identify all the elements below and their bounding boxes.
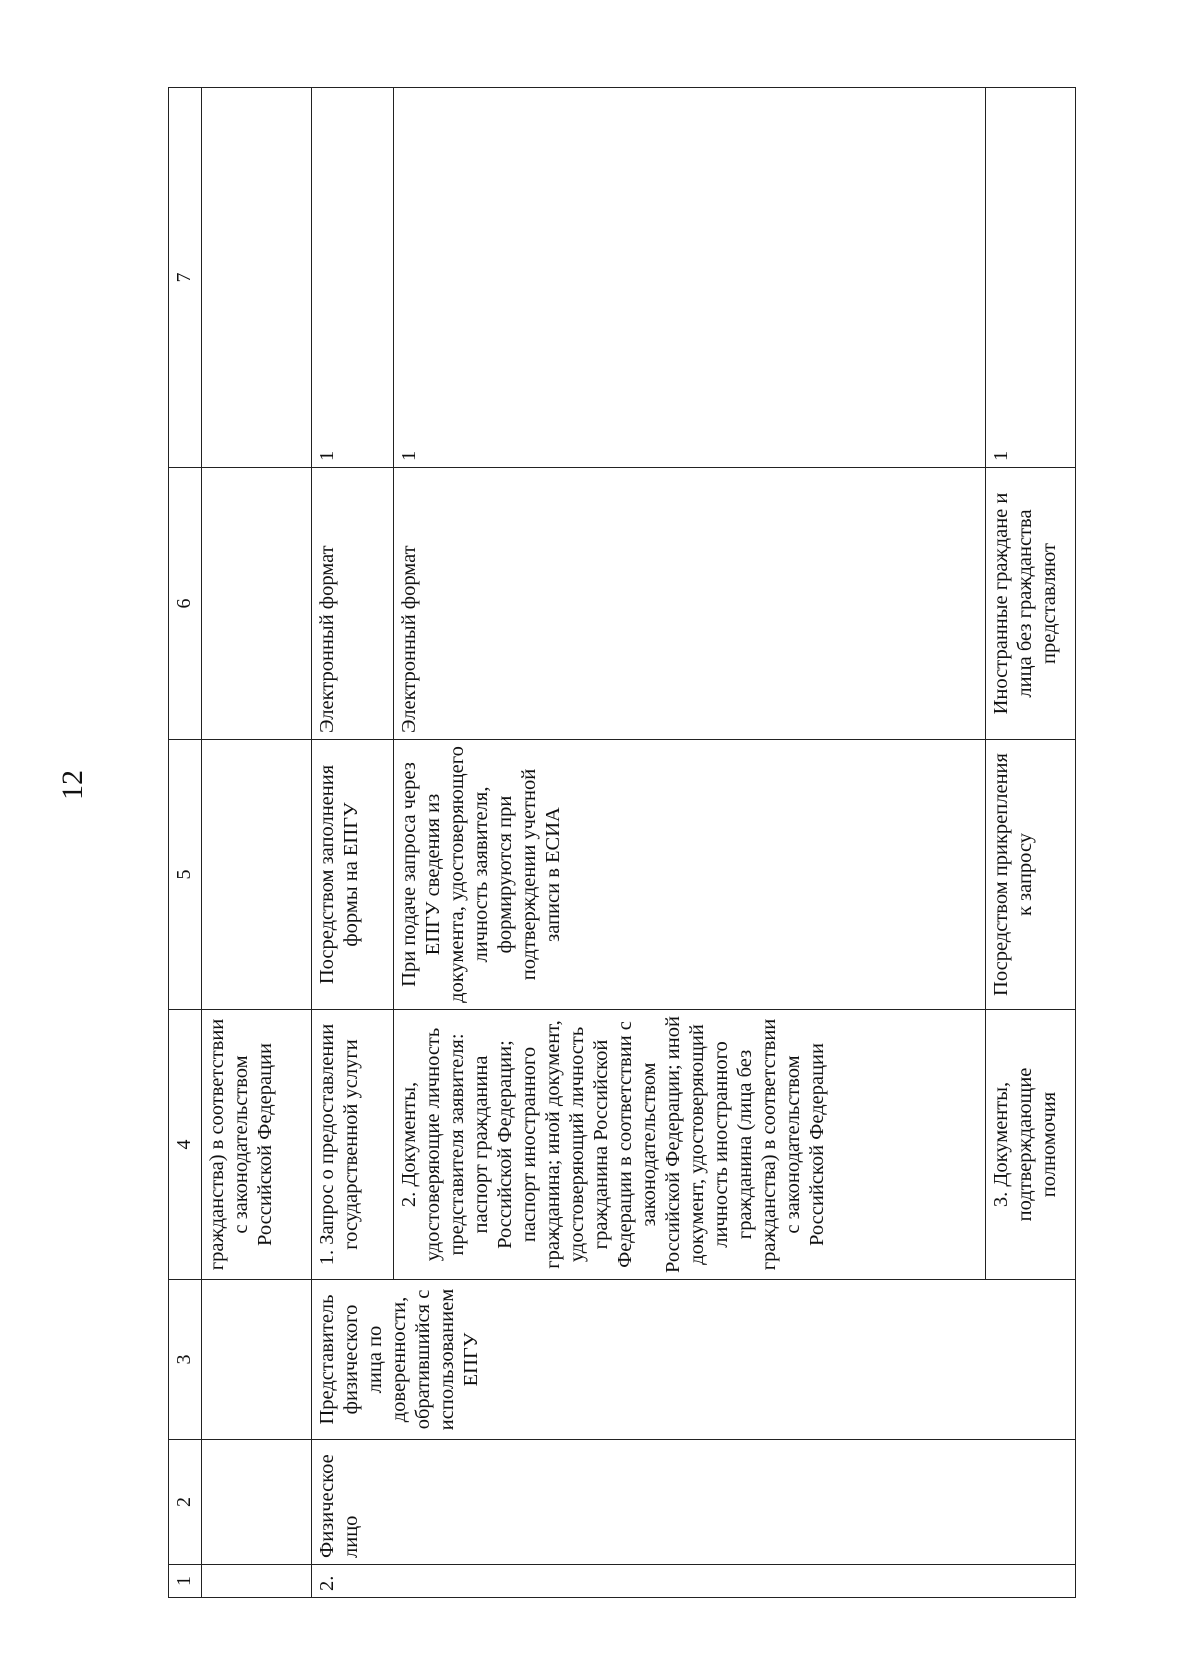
page-number: 12 (56, 770, 89, 800)
column-number: 1 (169, 1565, 202, 1598)
document-format: Электронный формат (393, 468, 985, 740)
column-number: 5 (169, 740, 202, 1010)
document-count: 1 (393, 88, 985, 468)
table-cell (202, 1565, 312, 1598)
document-name: 2. Документы, удостоверяющие личность представителя заявителя: паспорт гражданина Российской Федерации; паспорт иностранного гражданина; иной документ, удостоверяющий личность гражданина Российской Федерации в соответствии с законодательством Российской Федерации; иной документ, удостоверяющий личность иностранного гражданина (лица без гражданства) в соответствии с законодательством Российской Федерации (393, 1010, 985, 1280)
continuation-row (202, 88, 312, 1598)
document-count: 1 (312, 88, 394, 468)
document-name: 3. Документы, подтверждающие полномочия (986, 1010, 1076, 1280)
column-number-row (169, 88, 202, 1598)
column-number: 2 (169, 1440, 202, 1565)
table-cell (202, 1440, 312, 1565)
document-format: Иностранные граждане и лица без гражданства представляют (986, 468, 1076, 740)
document-format: Электронный формат (312, 468, 394, 740)
submission-method: Посредством заполнения формы на ЕПГУ (312, 740, 394, 1010)
table-cell (202, 468, 312, 740)
applicant-description: Представитель физического лица по доверенности, обратившийся с использованием ЕПГУ (312, 1280, 1076, 1440)
table-cell (202, 740, 312, 1010)
document-name: 1. Запрос о предоставлении государственной услуги (312, 1010, 394, 1280)
document-count: 1 (986, 88, 1076, 468)
row-number: 2. (312, 1565, 1076, 1598)
applicant-category: Физическое лицо (312, 1440, 1076, 1565)
column-number: 3 (169, 1280, 202, 1440)
column-number: 6 (169, 468, 202, 740)
continuation-text: гражданства) в соответствии с законодательством Российской Федерации (202, 1010, 312, 1280)
requirements-table (168, 87, 1076, 1598)
submission-method: Посредством прикрепления к запросу (986, 740, 1076, 1010)
column-number: 7 (169, 88, 202, 468)
submission-method: При подаче запроса через ЕПГУ сведения из документа, удостоверяющего личность заявителя, формируются при подтверждении учетной записи в ЕСИА (393, 740, 985, 1010)
table-cell (202, 1280, 312, 1440)
table-container (168, 88, 1076, 1598)
table-row (312, 88, 394, 1598)
table-cell (202, 88, 312, 468)
column-number: 4 (169, 1010, 202, 1280)
